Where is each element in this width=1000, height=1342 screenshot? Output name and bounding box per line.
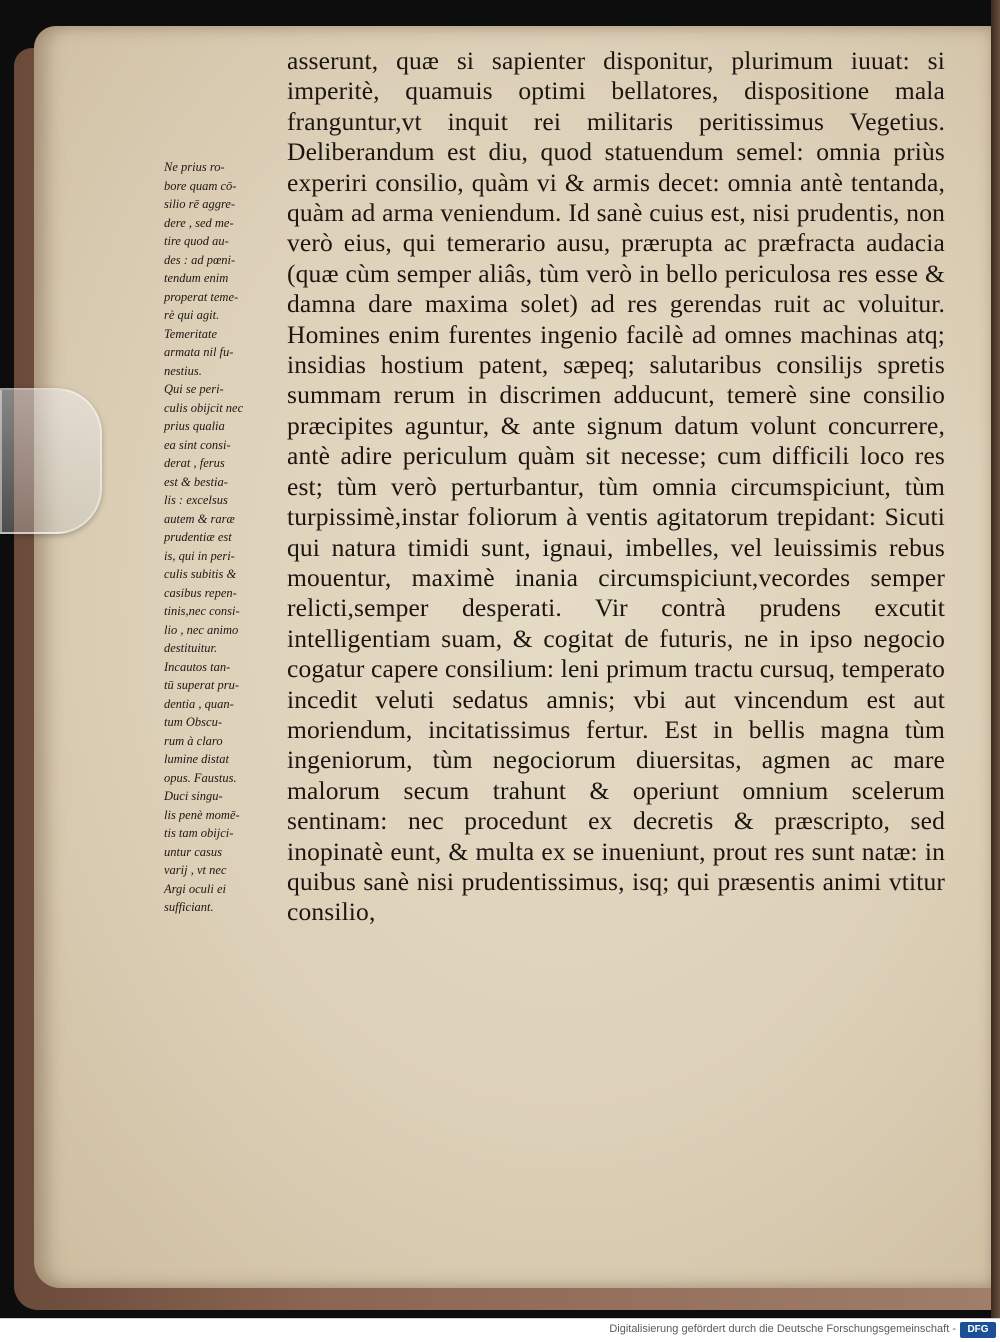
- dfg-logo: DFG: [960, 1322, 996, 1338]
- margin-note: Incautos tan- tū superat pru- dentia , quan- tum Obscu- rum à claro lumine distat opus. Faustus.: [164, 659, 239, 785]
- funding-credit: Digitalisierung gefördert durch die Deutsche Forschungsgemeinschaft -: [609, 1323, 956, 1335]
- margin-note: Ne prius ro- bore quam cō- silio rē aggre- dere , sed me- tire quod au- des : ad pœni- tendum enim properat teme- rè qui agit.: [164, 160, 239, 322]
- margin-notes: [164, 158, 286, 917]
- body-paragraph: asserunt, quæ si sapienter disponitur, plurimum iuuat: si imperitè, quamuis optimi bellatores, dispositione mala franguntur,vt inquit rei militaris peritissimus Vegetius. Deliberandum est diu, quod statuendum semel: omnia priùs experiri consilio, quàm vi & armis decet: omnia antè tentanda, quàm ad arma veniendum. Id sanè cuius est, nisi prudentis, non verò eius, qui temerario ausu, prærupta ac præfracta audacia (quæ cùm semper aliâs, tùm verò in bello periculosa res esse & damna dare maxima solet) ad res gerendas ruit ac voluitur. Homines enim furentes ingenio facilè ad omnes machinas atq; insidias hostium patent, sæpeq; salutaribus consilijs spretis summam rerum in discrimen adducunt, temerè sine consilio præcipites aguntur, & ante signum datum volunt concurrere, antè adire periculum quàm sit necesse; cum difficili loco res est; tùm verò perturbantur, tùm omnia circumspiciunt, tùm turpissimè,instar foliorum à ventis agitatorum trepidant: Sicuti qui natura timidi sunt, ignaui, imbelles, vel leuissimis rebus mouentur, maximè inania circumspiciunt,vecordes semper relicti,semper desperati. Vir contrà prudens excutit intelligentiam suam, & cogitat de futuris, ne in ipso negocio cogatur capere consilium: leni primum tractu cursuq, temperato incedit veluti sedatus amnis; vbi aut vincendum est aut moriendum, incitatissimus fertur. Est in bellis magna tùm ingeniorum, tùm negociorum diuersitas, agmen ac mare malorum secum trahunt & operiunt omnium scelerum sentinam: nec procedunt ex decretis & præscripto, sed inopinatè eunt, & multa ex se inueniunt, prout res sunt natæ: in quibus sanè nisi prudentissimus, isq; qui præsentis animi vtitur consilio,: [287, 46, 945, 927]
- margin-note: Qui se peri- culis obijcit nec prius qualia ea sint consi- derat , ferus est & bestia- lis : excelsus autem & raræ prudentiæ est is, qui in peri- culis subitis & casibus repen- tinis,nec consi- lio , nec animo destituitur.: [164, 382, 244, 655]
- margin-note: Temeritate armata nil fu- nestius.: [164, 326, 234, 378]
- footer-bar: [0, 1318, 1000, 1342]
- margin-note: Duci singu- lis penè momē- tis tam obijci- untur casus varij , vt nec Argi oculi ei sufficiant.: [164, 789, 240, 914]
- page-clip-tab: [0, 388, 102, 534]
- main-text-block: [287, 46, 945, 928]
- right-binding-edge: [991, 0, 1000, 1318]
